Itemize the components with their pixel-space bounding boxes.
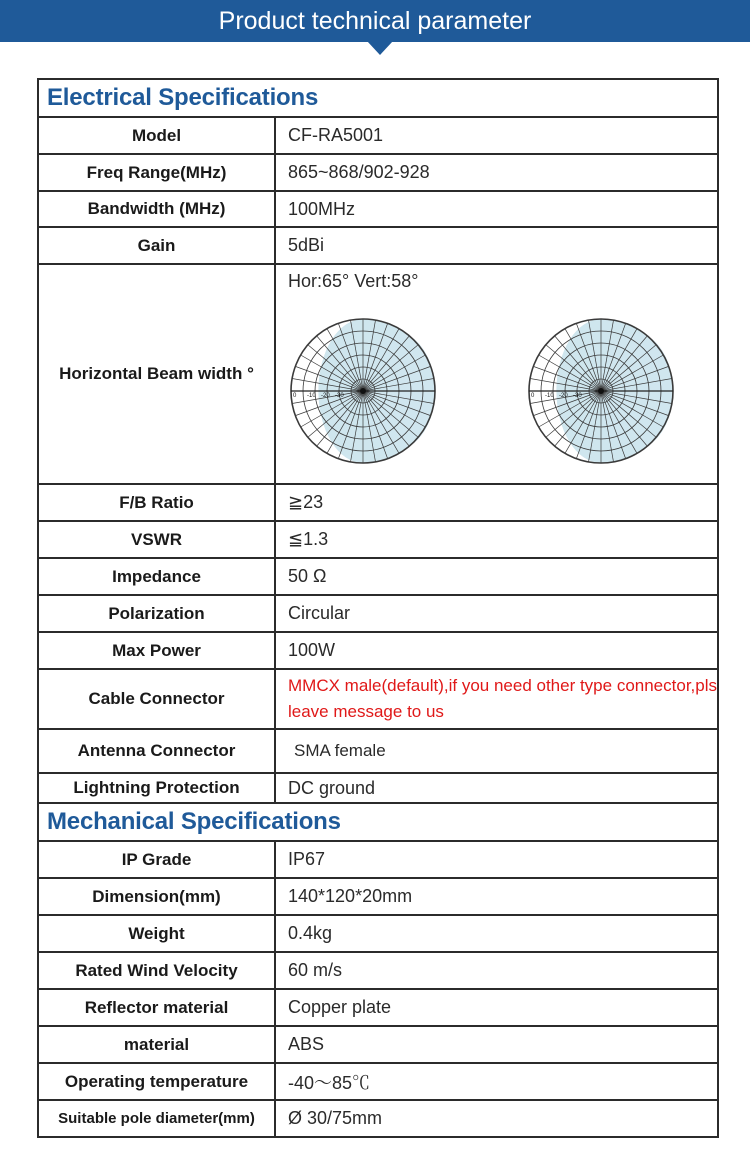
row-label: Rated Wind Velocity	[38, 952, 275, 989]
row-value: DC ground	[275, 773, 718, 803]
beam-cell	[275, 264, 718, 484]
row-value: MMCX male(default),if you need other type connector,pls leave message to us	[275, 669, 718, 729]
table-row	[38, 632, 718, 669]
section-title-mechanical: Mechanical Specifications	[38, 803, 718, 841]
row-label: Freq Range(MHz)	[38, 154, 275, 191]
row-label: VSWR	[38, 521, 275, 558]
row-label: F/B Ratio	[38, 484, 275, 521]
row-label: Lightning Protection	[38, 773, 275, 803]
section-title-electrical: Electrical Specifications	[38, 79, 718, 117]
scale-label: 0	[293, 393, 297, 399]
row-label: Cable Connector	[38, 669, 275, 729]
row-label: Weight	[38, 915, 275, 952]
section-header-row	[38, 803, 718, 841]
scale-label: -30	[573, 393, 582, 399]
table-row	[38, 227, 718, 264]
row-value: 60 m/s	[275, 952, 718, 989]
table-row	[38, 154, 718, 191]
row-label: Horizontal Beam width °	[38, 264, 275, 484]
table-row	[38, 915, 718, 952]
table-row-beam	[38, 264, 718, 484]
row-label: Gain	[38, 227, 275, 264]
vertical-radiation-pattern-icon	[526, 313, 676, 469]
row-value: ≧23	[275, 484, 718, 521]
row-label: Impedance	[38, 558, 275, 595]
row-value: Hor:65° Vert:58°	[288, 271, 419, 291]
row-value: ABS	[275, 1026, 718, 1063]
row-label: Dimension(mm)	[38, 878, 275, 915]
pattern-center	[598, 388, 604, 394]
scale-label: 0	[531, 393, 535, 399]
row-value: 5dBi	[275, 227, 718, 264]
banner-pointer-icon	[367, 41, 393, 55]
scale-label: -10	[307, 393, 316, 399]
row-label: material	[38, 1026, 275, 1063]
row-label: Antenna Connector	[38, 729, 275, 773]
table-row	[38, 558, 718, 595]
section-header-row	[38, 79, 718, 117]
table-row	[38, 191, 718, 227]
row-value: 0.4kg	[275, 915, 718, 952]
table-row	[38, 1026, 718, 1063]
table-row	[38, 1100, 718, 1137]
table-row	[38, 989, 718, 1026]
row-label: Bandwidth (MHz)	[38, 191, 275, 227]
row-value: 140*120*20mm	[275, 878, 718, 915]
row-value: Copper plate	[275, 989, 718, 1026]
row-label: Reflector material	[38, 989, 275, 1026]
horizontal-radiation-pattern-icon	[288, 313, 438, 469]
table-row	[38, 841, 718, 878]
table-row	[38, 595, 718, 632]
row-value: 100W	[275, 632, 718, 669]
row-value: IP67	[275, 841, 718, 878]
pattern-center	[360, 388, 366, 394]
row-value: 50 Ω	[275, 558, 718, 595]
row-value: SMA female	[275, 729, 718, 773]
table-row	[38, 729, 718, 773]
table-row	[38, 952, 718, 989]
row-value: Ø 30/75mm	[275, 1100, 718, 1137]
row-label: Max Power	[38, 632, 275, 669]
row-value: -40～85℃	[275, 1063, 718, 1100]
row-value: 100MHz	[275, 191, 718, 227]
table-row	[38, 878, 718, 915]
row-value: Circular	[275, 595, 718, 632]
table-row	[38, 773, 718, 803]
spec-table	[37, 78, 719, 1138]
table-row	[38, 484, 718, 521]
table-row	[38, 117, 718, 154]
row-label: IP Grade	[38, 841, 275, 878]
row-value: CF-RA5001	[275, 117, 718, 154]
table-row	[38, 1063, 718, 1100]
row-value: 865~868/902-928	[275, 154, 718, 191]
scale-label: -10	[545, 393, 554, 399]
scale-label: -30	[335, 393, 344, 399]
row-label: Operating temperature	[38, 1063, 275, 1100]
row-label: Model	[38, 117, 275, 154]
row-label: Suitable pole diameter(mm)	[38, 1100, 275, 1137]
scale-label: -20	[321, 393, 330, 399]
row-value: ≦1.3	[275, 521, 718, 558]
table-row	[38, 521, 718, 558]
scale-label: -20	[559, 393, 568, 399]
table-row	[38, 669, 718, 729]
page-title: Product technical parameter	[218, 7, 532, 35]
row-label: Polarization	[38, 595, 275, 632]
